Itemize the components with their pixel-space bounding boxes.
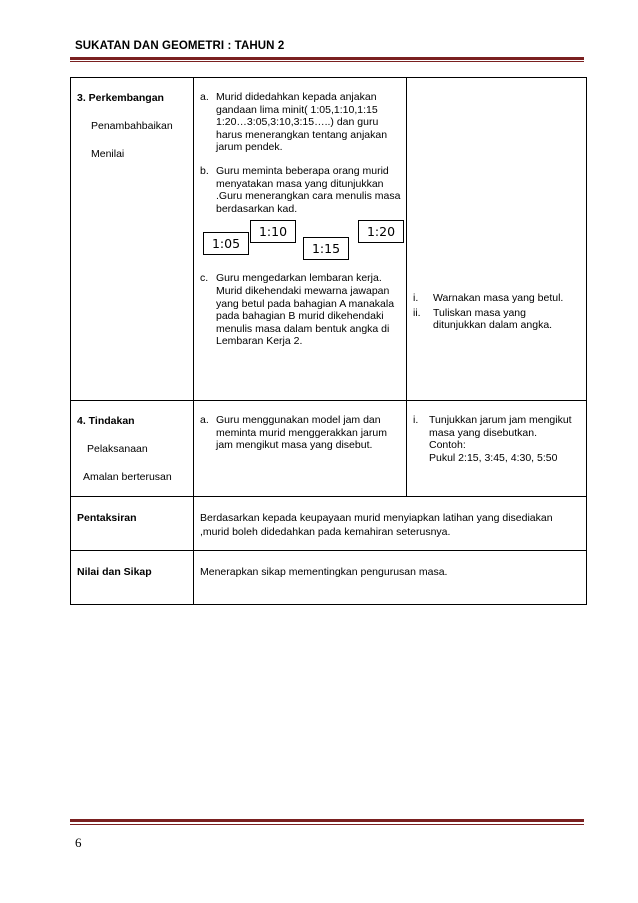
notes-cell	[407, 401, 586, 496]
activity-item-a	[200, 91, 402, 154]
assessment-text: Berdasarkan kepada keupayaan murid menyiapkan latihan yang disediakan ,murid boleh didedahkan pada kemahiran seterusnya.	[200, 512, 553, 538]
item-marker: i.	[413, 292, 419, 304]
time-card: 1:05	[203, 232, 249, 255]
item-text	[429, 414, 582, 464]
table-row-perkembangan	[71, 78, 586, 400]
example-label: Contoh:	[429, 439, 466, 452]
activity-cell	[194, 78, 407, 400]
stage-title: 4. Tindakan	[77, 415, 135, 427]
table-row-tindakan	[71, 400, 586, 496]
stage-sub-pelaksanaan: Pelaksanaan	[87, 443, 148, 455]
stage-cell	[71, 78, 194, 400]
item-marker: a.	[200, 414, 209, 426]
item-marker: i.	[413, 414, 419, 426]
note-item-i	[413, 292, 582, 305]
label-cell	[71, 551, 194, 604]
item-text: Guru mengedarkan lembaran kerja. Murid dikehendaki mewarna jawapan yang betul pada bahagian A manakala pada bahagian B murid dikehendaki menulis masa dalam bentuk angka di Lembaran Kerja 2.	[216, 272, 395, 348]
item-text: Guru menggunakan model jam dan meminta murid menggerakkan jarum jam mengikut masa yang disebut.	[216, 414, 387, 452]
item-text: Warnakan masa yang betul.	[433, 292, 564, 304]
stage-sub-amalan: Amalan berterusan	[83, 471, 172, 483]
stage-sub-penambahbaikan: Penambahbaikan	[91, 120, 173, 132]
activity-item-a	[200, 414, 402, 452]
notes-cell	[407, 78, 586, 400]
item-text: Murid didedahkan kepada anjakan gandaan lima minit( 1:05,1:10,1:15 1:20…3:05,3:10,3:15…..) dan guru harus menerangkan tentang anjakan jarum pendek.	[216, 91, 388, 154]
item-text: Tuliskan masa yang ditunjukkan dalam angka.	[433, 306, 553, 332]
assessment-label: Pentaksiran	[77, 512, 137, 524]
time-card: 1:10	[250, 220, 296, 243]
item-marker: c.	[200, 272, 209, 285]
lesson-plan-table	[70, 77, 587, 605]
stage-sub-menilai: Menilai	[91, 148, 125, 160]
activity-item-b	[200, 165, 402, 215]
note-item-ii	[413, 307, 582, 332]
time-card: 1:15	[303, 237, 349, 260]
values-label: Nilai dan Sikap	[77, 566, 152, 578]
activity-item-c	[200, 272, 402, 348]
stage-cell	[71, 401, 194, 496]
note-text: Tunjukkan jarum jam mengikut masa yang disebutkan.	[429, 414, 572, 439]
values-text: Menerapkan sikap mementingkan pengurusan masa.	[200, 566, 448, 578]
item-marker: b.	[200, 164, 209, 177]
time-cards	[200, 222, 402, 260]
note-item-i	[413, 414, 582, 464]
item-marker: a.	[200, 91, 209, 103]
time-card: 1:20	[358, 220, 404, 243]
activity-cell	[194, 401, 407, 496]
header-rule-thick	[70, 57, 584, 60]
label-cell	[71, 497, 194, 550]
header-rule-thin	[70, 61, 584, 62]
table-row-nilai	[71, 550, 586, 604]
stage-title: 3. Perkembangan	[77, 92, 164, 104]
example-times: Pukul 2:15, 3:45, 4:30, 5:50	[429, 451, 558, 464]
footer-rule-thin	[70, 824, 584, 825]
item-marker: ii.	[413, 306, 421, 319]
page-header-title: SUKATAN DAN GEOMETRI : TAHUN 2	[75, 40, 285, 52]
item-text: Guru meminta beberapa orang murid menyatakan masa yang ditunjukkan .Guru menerangkan cara menulis masa berdasarkan kad.	[216, 164, 401, 215]
footer-rule-thick	[70, 819, 584, 822]
table-row-pentaksiran	[71, 496, 586, 550]
page-number: 6	[75, 835, 82, 850]
